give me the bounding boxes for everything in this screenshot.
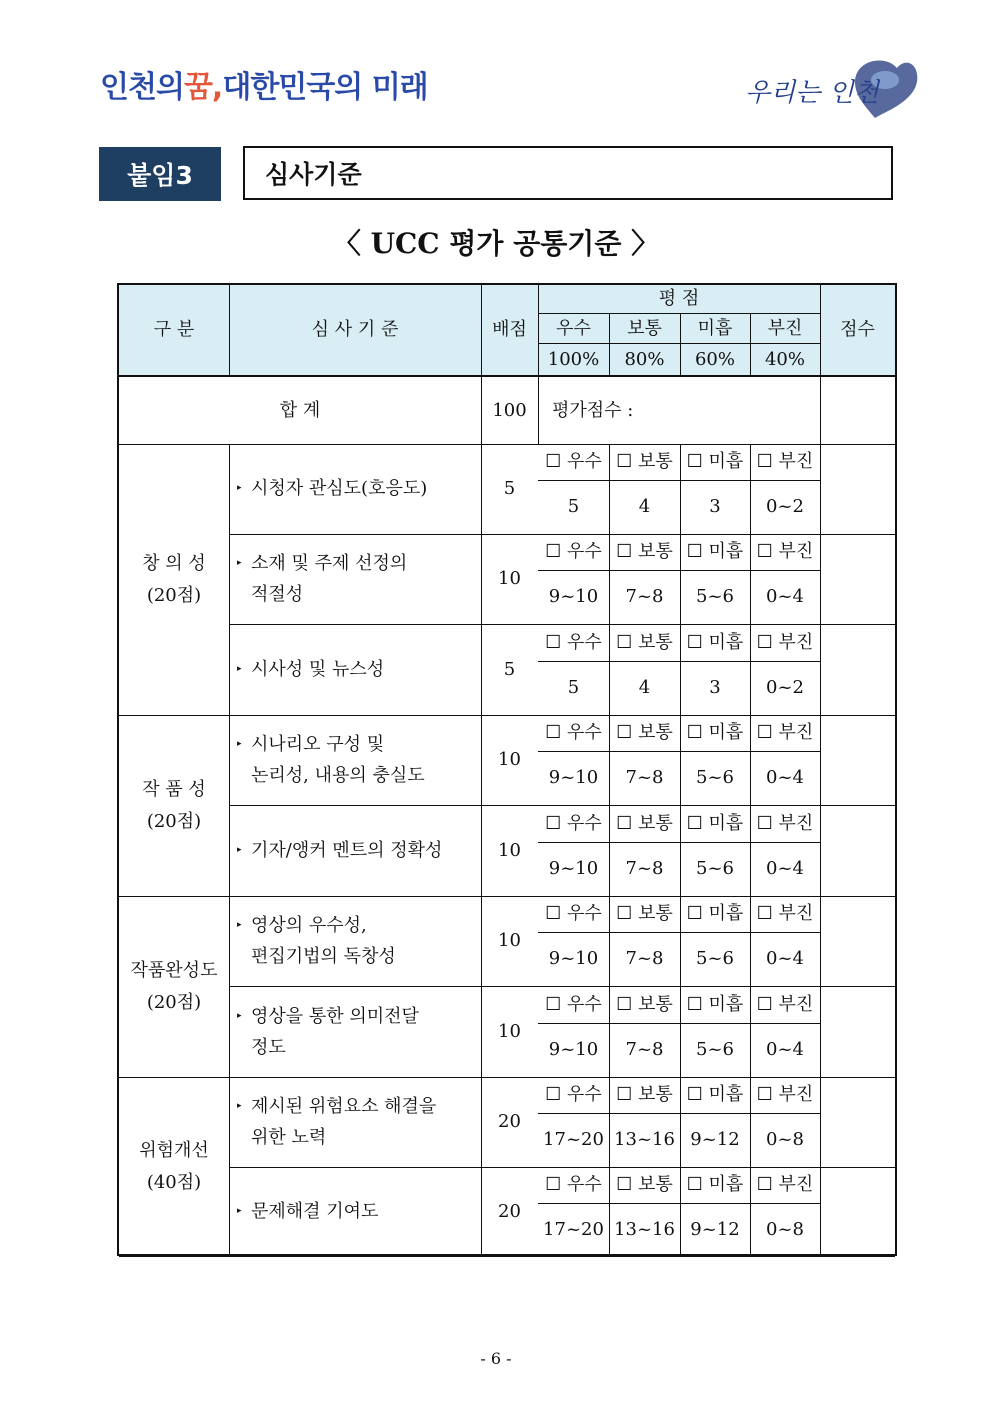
rating-checkbox[interactable]: ☐ 보통	[616, 994, 673, 1015]
header-level: 미흡	[697, 317, 733, 339]
item-points: 10	[498, 1021, 521, 1042]
item-points: 5	[503, 478, 516, 499]
item-bottom-rule	[229, 1256, 895, 1257]
score-input-cell[interactable]	[820, 1167, 895, 1256]
criteria-item	[237, 987, 479, 1077]
criteria-item-text	[237, 1196, 378, 1228]
rating-score-range: 5~6	[696, 948, 734, 969]
criteria-line: 기자/앵커 멘트의 정확성	[251, 840, 443, 862]
score-input-cell[interactable]	[820, 1077, 895, 1167]
rating-score-range: 5~6	[696, 767, 734, 788]
rating-checkbox[interactable]: ☐ 미흡	[686, 722, 744, 743]
rating-score-range: 5~6	[696, 1039, 734, 1060]
criteria-item-text	[237, 910, 396, 973]
rating-checkbox[interactable]: ☐ 미흡	[686, 903, 744, 924]
criteria-item	[237, 1077, 479, 1167]
rating-checkbox[interactable]: ☐ 우수	[545, 994, 602, 1015]
category-weight: (20점)	[146, 584, 202, 606]
rating-score-range: 9~10	[548, 858, 599, 879]
criteria-item-text	[237, 473, 427, 505]
brand-logo-text: 우리는 인천	[745, 78, 879, 108]
criteria-item-text	[237, 548, 407, 611]
attachment-badge: 붙임3	[99, 147, 221, 201]
category-group-text	[139, 1135, 209, 1198]
total-score-note: 평가점수 :	[552, 399, 634, 421]
rating-checkbox[interactable]: ☐ 우수	[545, 451, 602, 472]
category-group-text	[142, 548, 206, 611]
score-input-cell[interactable]	[820, 896, 895, 986]
category-group	[119, 896, 229, 1077]
score-input-cell[interactable]	[820, 715, 895, 805]
rating-score-range: 4	[638, 677, 651, 698]
criteria-line: 논리성, 내용의 충실도	[251, 765, 425, 786]
item-points: 10	[498, 840, 521, 861]
score-input-cell[interactable]	[820, 444, 895, 534]
category-weight: (40점)	[146, 1171, 202, 1193]
score-input-cell[interactable]	[820, 806, 895, 896]
criteria-item-text	[237, 1001, 419, 1064]
criteria-item	[237, 1167, 479, 1256]
rating-checkbox[interactable]: ☐ 보통	[616, 1174, 673, 1195]
criteria-line: 소재 및 주제 선정의	[251, 552, 408, 574]
header-rating: 평 점	[658, 288, 700, 309]
rating-score-range: 0~4	[766, 767, 804, 788]
bullet-arrow-icon: ▸	[237, 1100, 242, 1111]
bullet-arrow-icon: ▸	[237, 919, 242, 930]
rating-checkbox[interactable]: ☐ 미흡	[686, 632, 744, 653]
criteria-item	[237, 534, 479, 624]
score-input-cell[interactable]	[820, 987, 895, 1077]
category-name: 작품완성도	[130, 960, 218, 981]
category-group	[119, 715, 229, 896]
criteria-item	[237, 444, 479, 534]
rating-score-range: 17~20	[543, 1218, 604, 1240]
rating-checkbox[interactable]: ☐ 미흡	[686, 1174, 744, 1195]
bullet-arrow-icon: ▸	[237, 845, 242, 856]
criteria-line: 제시된 위험요소 해결을	[251, 1095, 437, 1117]
evaluation-criteria-table	[117, 283, 897, 1256]
page-number: - 6 -	[480, 1349, 512, 1368]
rating-checkbox[interactable]: ☐ 우수	[545, 813, 602, 834]
rating-checkbox[interactable]: ☐ 미흡	[686, 451, 744, 472]
header-level: 보통	[627, 317, 662, 339]
rating-checkbox[interactable]: ☐ 부진	[756, 1084, 814, 1105]
item-points: 10	[498, 749, 521, 770]
header-criteria: 심 사 기 준	[311, 319, 399, 340]
rating-score-range: 0~4	[766, 858, 804, 879]
rating-score-range: 7~8	[625, 586, 664, 607]
rating-checkbox[interactable]: ☐ 우수	[545, 1174, 602, 1195]
rating-checkbox[interactable]: ☐ 우수	[545, 632, 602, 653]
rating-score-range: 3	[709, 677, 721, 698]
section-title: 심사기준	[243, 146, 893, 200]
rating-score-range: 0~8	[766, 1218, 804, 1240]
rating-checkbox[interactable]: ☐ 우수	[545, 903, 602, 924]
criteria-line: 시사성 및 뉴스성	[251, 659, 385, 681]
rating-checkbox[interactable]: ☐ 부진	[756, 541, 814, 562]
rating-score-range: 7~8	[625, 858, 664, 879]
rating-score-range: 0~4	[766, 948, 804, 969]
rating-checkbox[interactable]: ☐ 미흡	[686, 813, 744, 834]
rating-score-range: 9~10	[548, 767, 599, 788]
rating-score-range: 9~10	[548, 586, 599, 607]
category-group-text	[142, 774, 206, 837]
rating-checkbox[interactable]: ☐ 보통	[616, 722, 673, 743]
rating-score-range: 9~10	[548, 1039, 599, 1060]
rating-checkbox[interactable]: ☐ 부진	[756, 994, 814, 1015]
rating-score-range: 9~12	[690, 1218, 740, 1240]
rating-score-range: 0~4	[766, 586, 804, 607]
slogan-part-3: 대한민국의 미래	[222, 70, 428, 105]
criteria-line: 영상을 통한 의미전달	[251, 1005, 419, 1027]
header-percent: 80%	[624, 348, 665, 370]
item-points: 20	[498, 1200, 521, 1222]
item-points: 10	[498, 568, 521, 589]
rating-score-range: 0~2	[766, 677, 804, 698]
rating-checkbox[interactable]: ☐ 부진	[756, 903, 814, 924]
header-points: 배점	[492, 319, 527, 340]
rating-checkbox[interactable]: ☐ 보통	[616, 1084, 673, 1105]
header-percent: 40%	[764, 348, 805, 370]
rating-checkbox[interactable]: ☐ 보통	[616, 451, 673, 472]
rating-score-range: 7~8	[625, 767, 664, 788]
item-points: 5	[503, 659, 516, 680]
rating-score-range: 17~20	[543, 1129, 604, 1150]
criteria-line: 문제해결 기여도	[251, 1200, 379, 1222]
criteria-line: 적절성	[251, 584, 304, 605]
rating-score-range: 5	[567, 496, 580, 517]
category-name: 창 의 성	[142, 553, 206, 574]
rating-checkbox[interactable]: ☐ 부진	[756, 722, 814, 743]
rating-checkbox[interactable]: ☐ 부진	[756, 1174, 814, 1195]
incheon-slogan-logo	[100, 62, 428, 106]
group-bottom-rule	[119, 1256, 229, 1257]
rating-score-range: 4	[638, 496, 651, 517]
criteria-line: 정도	[251, 1037, 286, 1058]
rating-checkbox[interactable]: ☐ 우수	[545, 541, 602, 562]
bullet-arrow-icon: ▸	[237, 1205, 242, 1216]
bullet-arrow-icon: ▸	[237, 1010, 242, 1021]
header-percent: 60%	[694, 348, 735, 370]
score-input-cell[interactable]	[820, 625, 895, 715]
rating-score-range: 9~12	[690, 1129, 740, 1150]
rating-score-range: 3	[709, 496, 721, 517]
criteria-left-rule	[229, 444, 230, 1256]
rating-score-range: 7~8	[625, 948, 664, 969]
category-group-text	[131, 955, 218, 1018]
criteria-line: 편집기법의 독창성	[251, 946, 396, 967]
header-level: 부진	[767, 317, 803, 339]
criteria-line: 위한 노력	[251, 1127, 327, 1148]
rating-score-range: 0~8	[766, 1129, 804, 1150]
criteria-line: 시나리오 구성 및	[251, 733, 385, 755]
bullet-arrow-icon: ▸	[237, 557, 242, 568]
header-category: 구 분	[153, 319, 195, 340]
header-score: 점수	[840, 319, 875, 340]
rating-checkbox[interactable]: ☐ 미흡	[686, 1084, 744, 1105]
category-name: 위험개선	[139, 1140, 209, 1161]
rating-checkbox[interactable]: ☐ 우수	[545, 722, 602, 743]
rating-score-range: 7~8	[625, 1039, 664, 1060]
rating-score-range: 5~6	[696, 858, 734, 879]
rating-score-range: 0~2	[766, 496, 804, 517]
rating-score-range: 5~6	[696, 586, 734, 607]
criteria-item-text	[237, 1091, 436, 1154]
rating-score-range: 0~4	[766, 1039, 804, 1060]
rating-score-range: 13~16	[614, 1129, 675, 1150]
rating-checkbox[interactable]: ☐ 부진	[756, 632, 814, 653]
rating-score-range: 13~16	[614, 1218, 675, 1240]
rating-checkbox[interactable]: ☐ 우수	[545, 1084, 602, 1105]
criteria-item	[237, 715, 479, 805]
header-level: 우수	[556, 317, 591, 339]
criteria-item	[237, 896, 479, 986]
incheon-brand-logo	[745, 50, 925, 120]
bullet-arrow-icon: ▸	[237, 664, 242, 675]
criteria-item-text	[237, 835, 442, 867]
criteria-line: 시청자 관심도(호응도)	[251, 478, 428, 500]
slogan-part-2: 꿈,	[183, 70, 223, 105]
total-label: 합 계	[279, 399, 321, 421]
rating-checkbox[interactable]: ☐ 미흡	[686, 541, 744, 562]
category-weight: (20점)	[146, 810, 202, 832]
criteria-item	[237, 625, 479, 715]
item-points: 10	[498, 930, 521, 951]
bullet-arrow-icon: ▸	[237, 483, 242, 494]
category-name: 작 품 성	[142, 779, 206, 800]
bullet-arrow-icon: ▸	[237, 738, 242, 749]
rating-checkbox[interactable]: ☐ 부진	[756, 451, 814, 472]
score-input-cell[interactable]	[820, 534, 895, 624]
category-group	[119, 444, 229, 715]
criteria-item-text	[237, 654, 384, 686]
category-group	[119, 1077, 229, 1256]
criteria-item-text	[237, 729, 425, 792]
category-weight: (20점)	[146, 991, 202, 1013]
rating-score-range: 5	[567, 677, 580, 698]
rating-checkbox[interactable]: ☐ 보통	[616, 632, 673, 653]
item-points: 20	[498, 1111, 521, 1132]
rating-checkbox[interactable]: ☐ 부진	[756, 813, 814, 834]
slogan-part-1: 인천의	[100, 70, 184, 105]
rating-checkbox[interactable]: ☐ 보통	[616, 813, 673, 834]
page-heading: 〈 UCC 평가 공통기준 〉	[332, 227, 660, 260]
criteria-item	[237, 806, 479, 896]
criteria-line: 영상의 우수성,	[251, 914, 367, 936]
rating-checkbox[interactable]: ☐ 보통	[616, 541, 673, 562]
total-points: 100	[492, 399, 527, 421]
rating-score-range: 9~10	[548, 948, 599, 969]
rating-checkbox[interactable]: ☐ 보통	[616, 903, 673, 924]
header-percent: 100%	[547, 348, 600, 370]
rating-checkbox[interactable]: ☐ 미흡	[686, 994, 744, 1015]
